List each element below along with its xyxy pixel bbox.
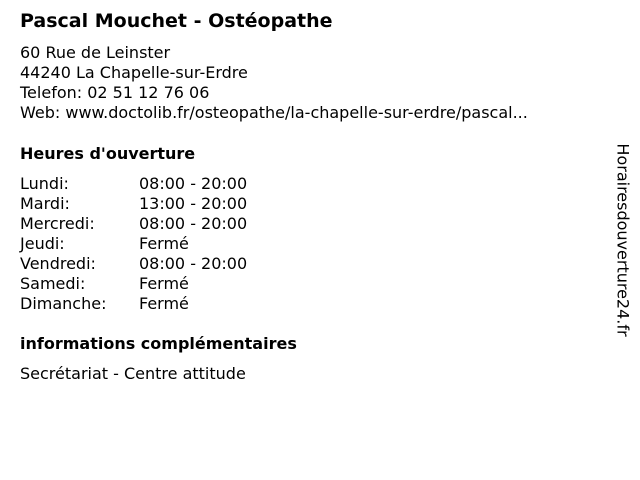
info-text: Secrétariat - Centre attitude xyxy=(20,364,246,383)
hours-table xyxy=(20,174,247,314)
contact-block xyxy=(20,43,528,123)
day-label: Vendredi: xyxy=(20,254,96,273)
time-value: Fermé xyxy=(139,274,189,293)
hours-row-sunday xyxy=(20,294,247,314)
time-value: Fermé xyxy=(139,234,189,253)
hours-row-tuesday xyxy=(20,194,247,214)
address-street: 60 Rue de Leinster xyxy=(20,43,171,62)
day-label: Mardi: xyxy=(20,194,70,213)
day-label: Dimanche: xyxy=(20,294,107,313)
site-watermark: Horairesdouverture24.fr xyxy=(613,143,633,337)
day-label: Mercredi: xyxy=(20,214,95,233)
time-value: 08:00 - 20:00 xyxy=(139,174,248,193)
time-value: 08:00 - 20:00 xyxy=(139,254,248,273)
day-label: Jeudi: xyxy=(20,234,65,253)
hours-row-monday xyxy=(20,174,247,194)
hours-row-saturday xyxy=(20,274,247,294)
hours-row-friday xyxy=(20,254,247,274)
phone-line: Telefon: 02 51 12 76 06 xyxy=(20,83,210,102)
hours-row-thursday xyxy=(20,234,247,254)
hours-heading: Heures d'ouverture xyxy=(20,144,196,163)
time-value: Fermé xyxy=(139,294,189,313)
page-title: Pascal Mouchet - Ostéopathe xyxy=(20,10,333,32)
address-city: 44240 La Chapelle-sur-Erdre xyxy=(20,63,248,82)
time-value: 13:00 - 20:00 xyxy=(139,194,248,213)
hours-row-wednesday xyxy=(20,214,247,234)
web-line: Web: www.doctolib.fr/osteopathe/la-chapelle-sur-erdre/pascal... xyxy=(20,103,528,122)
day-label: Lundi: xyxy=(20,174,69,193)
time-value: 08:00 - 20:00 xyxy=(139,214,248,233)
day-label: Samedi: xyxy=(20,274,86,293)
info-heading: informations complémentaires xyxy=(20,334,297,353)
